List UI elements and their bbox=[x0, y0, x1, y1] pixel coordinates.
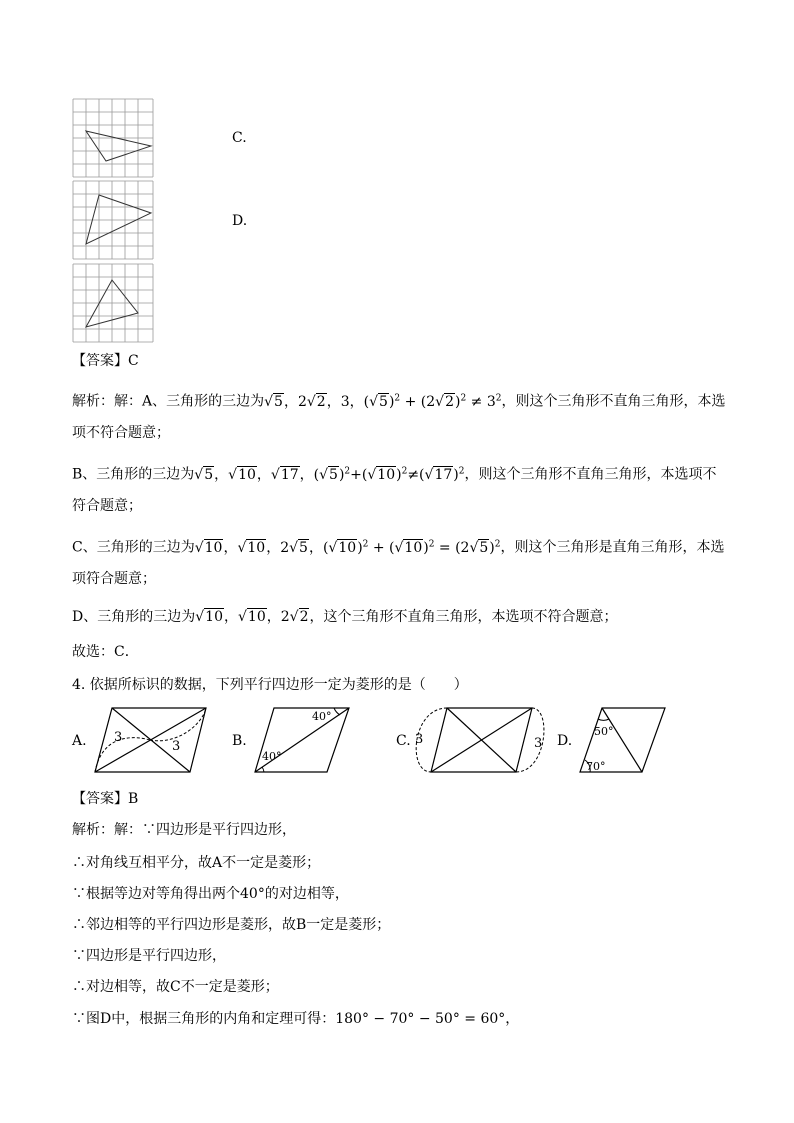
fig-a-side-2: 3 bbox=[172, 739, 181, 754]
fig-b-angle-1: 40° bbox=[312, 710, 332, 723]
fig-d-angle-1: 50° bbox=[594, 725, 614, 738]
analysis-line-a1: 解析：解：A、三角形的三边为√5，2√2，3，$(√5)^2 + (2√2)^2 \ne 3^2$，则这个三角形不直角三角形，本选 bbox=[72, 393, 726, 410]
analysis2-line-5: ∵四边形是平行四边形， bbox=[72, 948, 226, 964]
analysis2-line-4: ∴邻边相等的平行四边形是菱形，故B一定是菱形； bbox=[72, 917, 391, 933]
analysis-line-b2: 符合题意； bbox=[72, 498, 142, 514]
figure-a-label: A. bbox=[72, 733, 87, 749]
analysis2-line-3: ∵根据等边对等角得出两个40°的对边相等， bbox=[72, 886, 349, 902]
parallelogram-figure-b bbox=[252, 705, 352, 775]
grid-triangle-figure-3 bbox=[72, 263, 154, 343]
grid-triangle-figure-2 bbox=[72, 180, 154, 260]
option-d-label: D. bbox=[232, 213, 248, 229]
analysis-line-c1: C、三角形的三边为√10，√10，2√5，$(√10)^2 + (√10)^2 = (2√5)^2$，则这个三角形是直角三角形，本选 bbox=[72, 539, 725, 556]
analysis-line-a2: 项不符合题意； bbox=[72, 425, 170, 441]
parallelogram-figure-d bbox=[578, 705, 668, 775]
parallelogram-figure-a bbox=[92, 705, 210, 775]
figure-c-label: C. bbox=[396, 733, 411, 749]
analysis-line-c2: 项符合题意； bbox=[72, 571, 156, 587]
parallelogram-figure-c bbox=[412, 703, 552, 777]
answer-1: 【答案】C bbox=[72, 353, 139, 369]
analysis2-line-2: ∴对角线互相平分，故A不一定是菱形； bbox=[72, 855, 321, 871]
question-4-text: 4. 依据所标识的数据，下列平行四边形一定为菱形的是（ ） bbox=[72, 677, 468, 693]
fig-d-angle-2: 70° bbox=[586, 760, 606, 773]
figure-b-label: B. bbox=[232, 733, 247, 749]
analysis-line-d1: D、三角形的三边为√10，√10，2√2，这个三角形不直角三角形，本选项不符合题意； bbox=[72, 609, 618, 625]
analysis2-line-1: 解析：解：∵四边形是平行四边形， bbox=[72, 822, 296, 838]
fig-c-side-1: 3 bbox=[415, 732, 424, 747]
fig-b-angle-2: 40° bbox=[262, 750, 282, 763]
grid-triangle-figure-1 bbox=[72, 98, 154, 178]
analysis-line-b1: B、三角形的三边为√5，√10，√17，$(√5)^2+(√10)^2\ne(√17)^2$，则这个三角形不直角三角形，本选项不 bbox=[72, 466, 717, 483]
option-c-label: C. bbox=[232, 130, 247, 146]
fig-a-side-1: 3 bbox=[114, 730, 123, 745]
answer-2: 【答案】B bbox=[72, 791, 139, 807]
figure-d-label: D. bbox=[557, 733, 573, 749]
analysis-conclusion-1: 故选：C． bbox=[72, 644, 139, 660]
fig-c-side-2: 3 bbox=[534, 736, 543, 751]
analysis2-line-6: ∴对边相等，故C不一定是菱形； bbox=[72, 979, 279, 995]
analysis2-line-7: ∵图D中，根据三角形的内角和定理可得：180° − 70° − 50° = 60°， bbox=[72, 1011, 520, 1027]
